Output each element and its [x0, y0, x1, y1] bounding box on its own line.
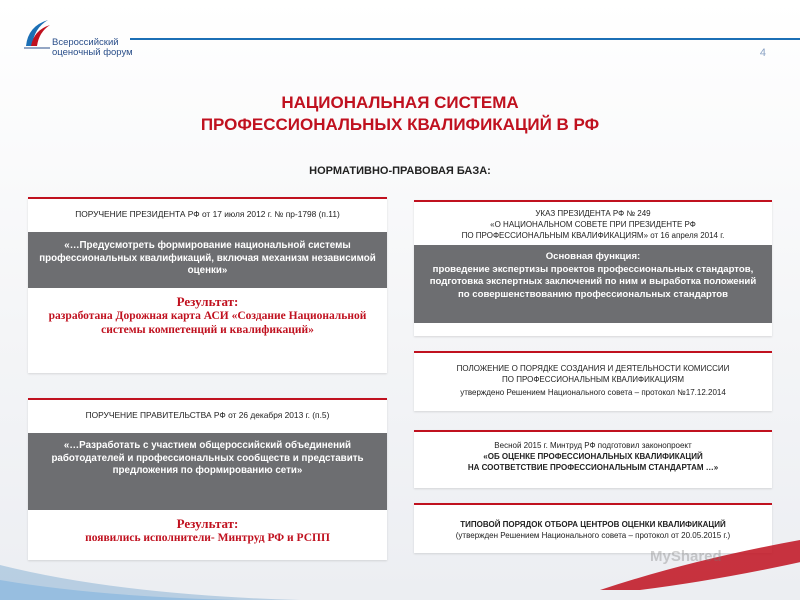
right-card-commission-regulation: [414, 351, 772, 411]
head-line1: УКАЗ ПРЕЗИДЕНТА РФ № 249: [535, 209, 651, 218]
card-head: ПОРУЧЕНИЕ ПРЕЗИДЕНТА РФ от 17 июля 2012 г. № пр-1798 (п.11): [75, 209, 340, 219]
draft-line1: Весной 2015 г. Минтруд РФ подготовил законопроект: [494, 441, 692, 450]
result-block: [28, 288, 387, 343]
result-label: Результат:: [176, 294, 239, 309]
card-head: [414, 432, 772, 479]
quote-block: «…Предусмотреть формирование национальной системы профессиональных квалификаций, включая механизм независимой оценки»: [28, 232, 387, 288]
result-block: [28, 510, 387, 551]
head-line3: ПО ПРОФЕССИОНАЛЬНЫМ КВАЛИФИКАЦИЯМ» от 16 апреля 2014 г.: [461, 231, 725, 240]
result-text: появились исполнители- Минтруд РФ и РСПП: [85, 532, 330, 544]
left-card-president-order: [28, 197, 387, 373]
logo-line2: оценочный форум: [52, 47, 133, 58]
card-head: ПОРУЧЕНИЕ ПРАВИТЕЛЬСТВА РФ от 26 декабря 2013 г. (п.5): [85, 410, 330, 420]
result-label: Результат:: [176, 516, 239, 531]
procedure-head: ТИПОВОЙ ПОРЯДОК ОТБОРА ЦЕНТРОВ ОЦЕНКИ КВАЛИФИКАЦИЙ: [460, 520, 726, 529]
left-card-government-order: [28, 398, 387, 560]
draft-line2: «ОБ ОЦЕНКЕ ПРОФЕССИОНАЛЬНЫХ КВАЛИФИКАЦИЙ: [483, 452, 703, 461]
approval-note: утверждено Решением Национального совета – протокол №17.12.2014: [460, 388, 726, 397]
watermark: MyShared: [650, 548, 722, 565]
draft-line3: НА СООТВЕТСТВИЕ ПРОФЕССИОНАЛЬНЫМ СТАНДАРТАМ …»: [467, 463, 719, 472]
card-head: [414, 353, 772, 404]
section-subtitle: НОРМАТИВНО-ПРАВОВАЯ БАЗА:: [309, 165, 491, 177]
logo-line1: Всероссийский: [52, 37, 119, 48]
page-title: [0, 92, 800, 136]
card-head: [414, 202, 772, 245]
title-line2: ПРОФЕССИОНАЛЬНЫХ КВАЛИФИКАЦИЙ В РФ: [200, 115, 600, 134]
logo-emblem-icon: [22, 16, 52, 50]
logo-text: [52, 38, 133, 58]
result-text: разработана Дорожная карта АСИ «Создание Национальной системы компетенций и квалификаций»: [48, 310, 367, 336]
header-rule: [130, 38, 800, 40]
title-line1: НАЦИОНАЛЬНАЯ СИСТЕМА: [281, 93, 519, 112]
quote-block: «…Разработать с участием общероссийский объединений работодателей и профессиональных сообществ и представить предложения по формированию сети»: [28, 433, 387, 510]
right-card-draft-law: [414, 430, 772, 488]
procedure-note: (утвержден Решением Национального совета – протокол от 20.05.2015 г.): [455, 531, 731, 540]
right-card-decree-249: [414, 200, 772, 336]
blue-ribbon-decoration: [0, 555, 300, 600]
function-block: [414, 245, 772, 323]
head-line1: ПОЛОЖЕНИЕ О ПОРЯДКЕ СОЗДАНИЯ И ДЕЯТЕЛЬНОСТИ КОМИССИИ: [456, 364, 730, 373]
forum-logo: [22, 16, 152, 60]
head-line2: ПО ПРОФЕССИОНАЛЬНЫМ КВАЛИФИКАЦИЯМ: [502, 375, 684, 384]
page-number: 4: [759, 47, 766, 59]
function-label: Основная функция:: [545, 251, 641, 262]
head-line2: «О НАЦИОНАЛЬНОМ СОВЕТЕ ПРИ ПРЕЗИДЕНТЕ РФ: [490, 220, 696, 229]
function-text: проведение экспертизы проектов профессиональных стандартов, подготовка экспертных заключений по ним и выработка положений по совершенствованию профессиональных стандартов: [429, 263, 757, 300]
